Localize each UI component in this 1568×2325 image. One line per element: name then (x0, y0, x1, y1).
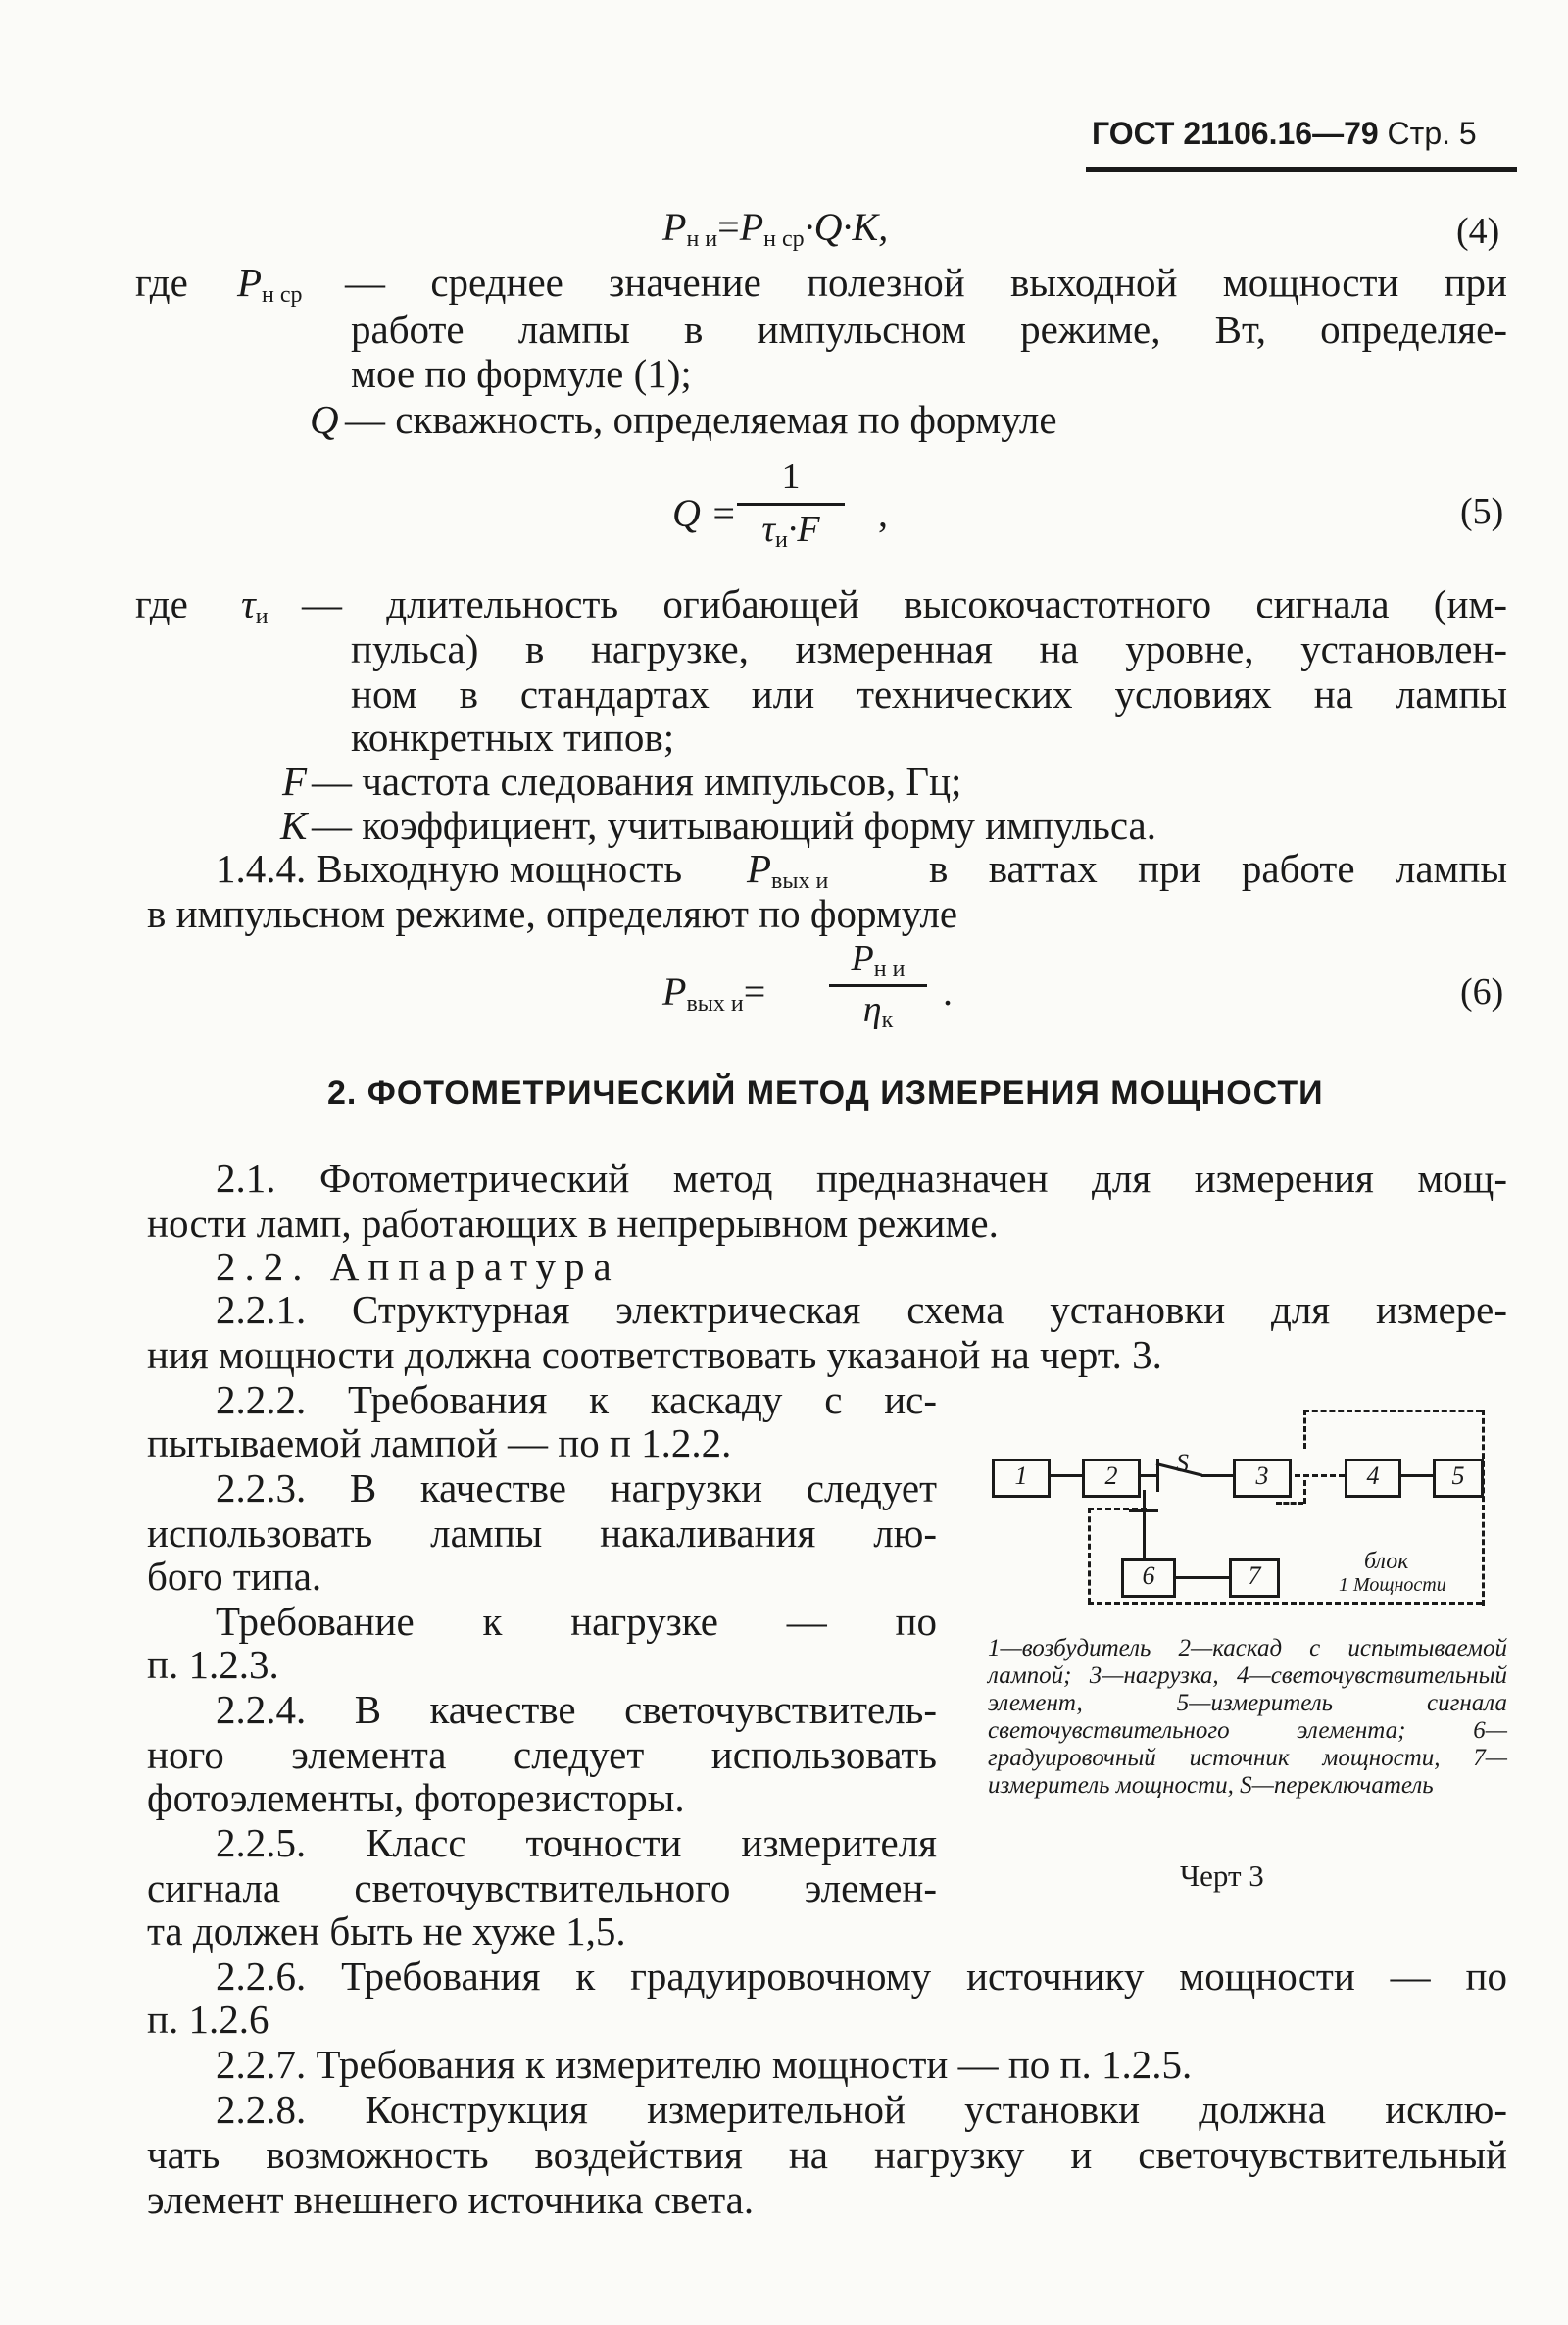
formula-6-dot: . (943, 969, 953, 1014)
p221-line2: ния мощности должна соответствовать указаной на черт. 3. (147, 1332, 1162, 1377)
symbol-p-out: $P_{вых и}$ (747, 846, 829, 894)
group-frame-inner (1303, 1410, 1306, 1449)
symbol-p-avg: $P_{н ср}$ (237, 260, 303, 308)
block-1: 1 (992, 1459, 1051, 1498)
group-label-1: блок (1364, 1549, 1409, 1574)
block-2: 2 (1082, 1459, 1141, 1498)
header-rule (1086, 167, 1517, 172)
symbol-k: K (280, 803, 308, 848)
formula-5-numerator: 1 (781, 456, 801, 497)
group-frame-top (1303, 1410, 1482, 1412)
def4-line1: — среднее значение полезной выходной мощности при (345, 260, 1507, 305)
p223-line4: Требование к нагрузке — по (216, 1599, 937, 1644)
switch-tick (1129, 1509, 1158, 1512)
p144-line1-a: 1.4.4. Выходную мощность (216, 846, 683, 891)
formula-4-number: (4) (1456, 211, 1500, 252)
p225-line1: 2.2.5. Класс точности измерителя (216, 1820, 937, 1865)
symbol-q: Q (310, 397, 339, 442)
p225-line2: сигнала светочувствительного элемен- (147, 1865, 937, 1910)
formula-5-comma: , (878, 491, 888, 535)
def5-line3: ном в стандартах или технических условиях на лампы (351, 671, 1507, 717)
formula-5-denominator: $\tau_и\cdot F$ (761, 509, 820, 553)
formula-4: $P_{н и}=P_{н ср}\cdot Q\cdot K$, (662, 205, 889, 252)
group-frame-bottom (1088, 1602, 1482, 1605)
group-frame-notch-v (1303, 1480, 1306, 1504)
def4-line4: — скважность, определяемая по формуле (345, 397, 1057, 442)
formula-6-numerator: $P_{н и}$ (851, 938, 906, 982)
formula-5-lhs: Q = (672, 491, 737, 535)
where-label: где (135, 260, 188, 305)
p228-line3: элемент внешнего источника света. (147, 2177, 755, 2222)
block-4: 4 (1345, 1459, 1401, 1498)
p223-line1: 2.2.3. В качестве нагрузки следует (216, 1465, 937, 1510)
def5-line4: конкретных типов; (351, 715, 675, 760)
def5-line2: пульса) в нагрузке, измеренная на уровне, установлен- (351, 626, 1507, 671)
p226-line2: п. 1.2.6 (147, 1997, 270, 2042)
formula-5-number: (5) (1460, 491, 1504, 532)
section-2-heading: 2. ФОТОМЕТРИЧЕСКИЙ МЕТОД ИЗМЕРЕНИЯ МОЩНОСТИ (327, 1074, 1324, 1112)
p224-line2: ного элемента следует использовать (147, 1732, 937, 1777)
def4-line2: работе лампы в импульсном режиме, Вт, определяе- (351, 307, 1507, 352)
formula-6-bar (829, 984, 927, 987)
p224-line3: фотоэлементы, фоторезисторы. (147, 1775, 685, 1820)
figure-caption: 1—возбудитель 2—каскад с испытываемой лампой; 3—нагрузка, 4—светочувствительный элемент, 5—измеритель сигнала светочувствительного элемента; 6—градуировочный источник мощности, 7—измеритель мощности, S—переключатель (988, 1635, 1507, 1799)
p224-line1: 2.2.4. В качестве светочувствитель- (216, 1687, 937, 1732)
group-frame-notch (1276, 1502, 1303, 1505)
group-frame-left (1088, 1508, 1091, 1604)
page-header (1092, 116, 1477, 152)
def4-line3: мое по формуле (1); (351, 351, 692, 396)
figure-title: Черт 3 (1180, 1858, 1264, 1893)
formula-5-bar (737, 503, 845, 506)
p21-line1: 2.1. Фотометрический метод предназначен для измерения мощ- (216, 1156, 1507, 1201)
block-3: 3 (1233, 1459, 1292, 1498)
p223-line3: бого типа. (147, 1554, 322, 1599)
link-1-2 (1047, 1474, 1082, 1477)
formula-6-lhs: $P_{вых и}=$ (662, 969, 766, 1016)
p225-line3: та должен быть не хуже 1,5. (147, 1908, 626, 1954)
def5-line6: — коэффициент, учитывающий форму импульса. (312, 803, 1156, 848)
p222-line2: пытываемой лампой — по п 1.2.2. (147, 1420, 732, 1465)
p21-line2: ности ламп, работающих в непрерывном режиме. (147, 1201, 999, 1246)
group-label-2: 1 Мощности (1339, 1574, 1446, 1596)
p228-line2: чать возможность воздействия на нагрузку и светочувствительный (147, 2132, 1507, 2177)
def5-line1: — длительность огибающей высокочастотного сигнала (им- (302, 581, 1507, 626)
p226-line1: 2.2.6. Требования к градуировочному источнику мощности — по (216, 1954, 1507, 1999)
def5-line5: — частота следования импульсов, Гц; (312, 759, 962, 804)
p221-line1: 2.2.1. Структурная электрическая схема установки для измере- (216, 1287, 1507, 1332)
formula-6-number: (6) (1460, 971, 1504, 1013)
switch-label: S (1176, 1449, 1189, 1477)
where-label-2: где (135, 581, 188, 626)
p228-line1: 2.2.8. Конструкция измерительной установки должна исклю- (216, 2087, 1507, 2132)
symbol-f: F (282, 759, 308, 804)
block-7: 7 (1229, 1558, 1280, 1598)
block-6: 6 (1121, 1558, 1176, 1598)
standard-number: ГОСТ 21106.16—79 (1092, 116, 1379, 151)
p223-line2: использовать лампы накаливания лю- (147, 1510, 937, 1556)
group-frame-right (1482, 1410, 1485, 1606)
symbol-tau: $\tau_и$ (241, 581, 269, 629)
block-5: 5 (1433, 1459, 1484, 1498)
page-number: Стр. 5 (1387, 116, 1477, 151)
p223-line5: п. 1.2.3. (147, 1642, 279, 1687)
p222-line1: 2.2.2. Требования к каскаду с ис- (216, 1377, 937, 1422)
p227: 2.2.7. Требования к измерителю мощности — по п. 1.2.5. (216, 2042, 1193, 2087)
p144-line2: в импульсном режиме, определяют по формуле (147, 891, 958, 936)
link-6-7 (1172, 1576, 1229, 1579)
formula-6-denominator: $\eta_к$ (862, 989, 894, 1033)
p22-heading: 2.2. Аппаратура (216, 1244, 620, 1289)
link-s-3 (1201, 1474, 1233, 1477)
link-3-4 (1286, 1474, 1345, 1477)
p144-line1-b: в ваттах при работе лампы (929, 846, 1507, 891)
